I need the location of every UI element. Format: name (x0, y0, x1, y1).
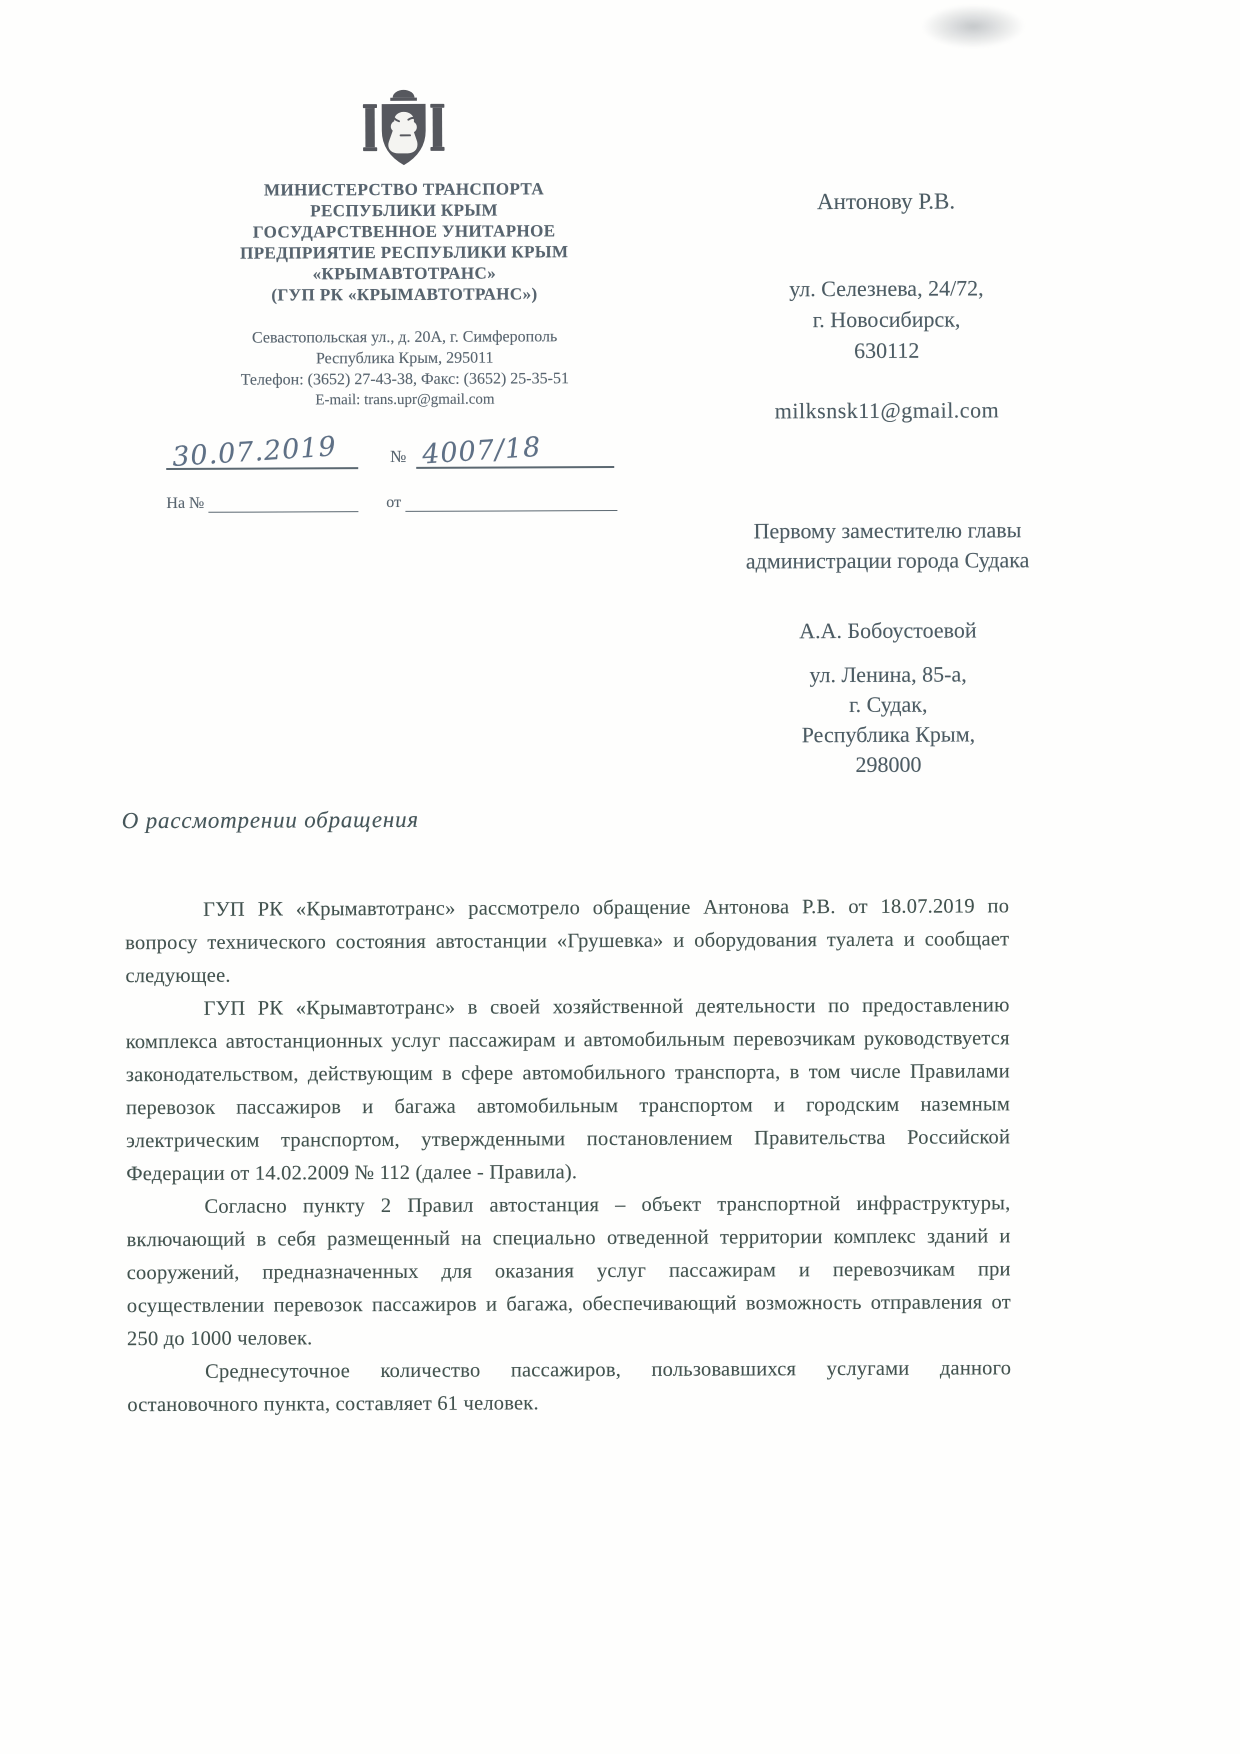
position-line: Первому заместителю главы (753, 517, 1022, 544)
handwritten-number: 4007/18 (421, 431, 543, 471)
crimea-coat-of-arms-icon (147, 84, 661, 168)
outgoing-ref-line (148, 431, 662, 473)
contact-line: Телефон: (3652) 27-43-38, Факс: (3652) 25-35-51 (240, 370, 569, 389)
letter-body (125, 890, 1011, 1422)
recipient-citizen-name: Антонову Р.В. (816, 188, 956, 215)
org-line: ГОСУДАРСТВЕННОЕ УНИТАРНОЕ (252, 221, 556, 242)
number-sign-label: № (390, 446, 407, 466)
contact-line-email: E-mail: trans.upr@gmail.com (315, 391, 495, 409)
org-line: (ГУП РК «КРЫМАВТОТРАНС») (271, 284, 538, 305)
subject-line: О рассмотрении обращения (121, 806, 419, 834)
incoming-ref-date-blank (405, 492, 617, 512)
organization-name (147, 178, 662, 306)
number-field (416, 431, 614, 471)
organization-contacts (148, 326, 662, 412)
recipients-block (683, 188, 1092, 781)
position-line: администрации города Судака (745, 547, 1030, 574)
address-line: Республика Крым, (801, 721, 976, 748)
contact-line: Республика Крым, 295011 (315, 349, 494, 368)
contact-line: Севастопольская ул., д. 20А, г. Симферополь (251, 328, 558, 347)
incoming-ref-from-label: от (386, 493, 402, 512)
recipient-citizen-address (683, 272, 1089, 367)
incoming-ref-number-blank (208, 493, 358, 513)
recipient-official-address (685, 659, 1092, 781)
letterhead (147, 84, 663, 513)
address-line: 298000 (855, 751, 922, 777)
recipient-citizen-email: milksnsk11@gmail.com (774, 397, 1000, 424)
address-line: г. Новосибирск, (812, 306, 961, 333)
body-paragraph: Согласно пункту 2 Правил автостанция – объект транспортной инфраструктуры, включающий в себя размещенный на специально отведенной территории комплекс зданий и сооружений, предназначенных для оказания услуг пассажирам и перевозчикам при осуществлении перевозок пассажиров и багажа, обеспечивающий возможность отправления от 250 до 1000 человек. (126, 1192, 1011, 1351)
scan-artifact (921, 4, 1025, 48)
handwritten-date: 30.07.2019 (171, 431, 338, 473)
date-field (166, 431, 358, 473)
body-paragraph: ГУП РК «Крымавтотранс» в своей хозяйственной деятельности по предоставлению комплекса автостанционных услуг пассажирам и автомобильным перевозчикам руководствуется законодательством, действующим в сфере автомобильного транспорта, в том числе Правилами перевозок пассажиров и багажа автомобильным транспортом и городским наземным электрическим транспортом, утвержденными постановлением Правительства Российской Федерации от 14.02.2009 № 112 (далее - Правила). (125, 994, 1011, 1186)
incoming-ref-label: На № (166, 494, 205, 512)
recipient-official-position (684, 515, 1090, 577)
address-line: ул. Ленина, 85-а, (809, 661, 967, 688)
org-line: «КРЫМАВТОТРАНС» (312, 263, 497, 284)
body-paragraph: ГУП РК «Крымавтотранс» рассмотрело обращение Антонова Р.В. от 18.07.2019 по вопросу технического состояния автостанции «Грушевка» и оборудования туалета и сообщает следующее. (125, 895, 1010, 988)
incoming-ref-line (148, 492, 662, 513)
org-line: ПРЕДПРИЯТИЕ РЕСПУБЛИКИ КРЫМ (240, 242, 569, 263)
org-line: РЕСПУБЛИКИ КРЫМ (310, 200, 498, 221)
address-line: ул. Селезнева, 24/72, (789, 275, 984, 302)
body-paragraph: Среднесуточное количество пассажиров, пользовавшихся услугами данного остановочного пункта, составляет 61 человек. (127, 1357, 1012, 1417)
address-line: г. Судак, (848, 691, 928, 717)
org-line: МИНИСТЕРСТВО ТРАНСПОРТА (263, 179, 545, 200)
address-line: 630112 (854, 337, 920, 363)
recipient-official-name: А.А. Бобоустоевой (799, 617, 977, 644)
